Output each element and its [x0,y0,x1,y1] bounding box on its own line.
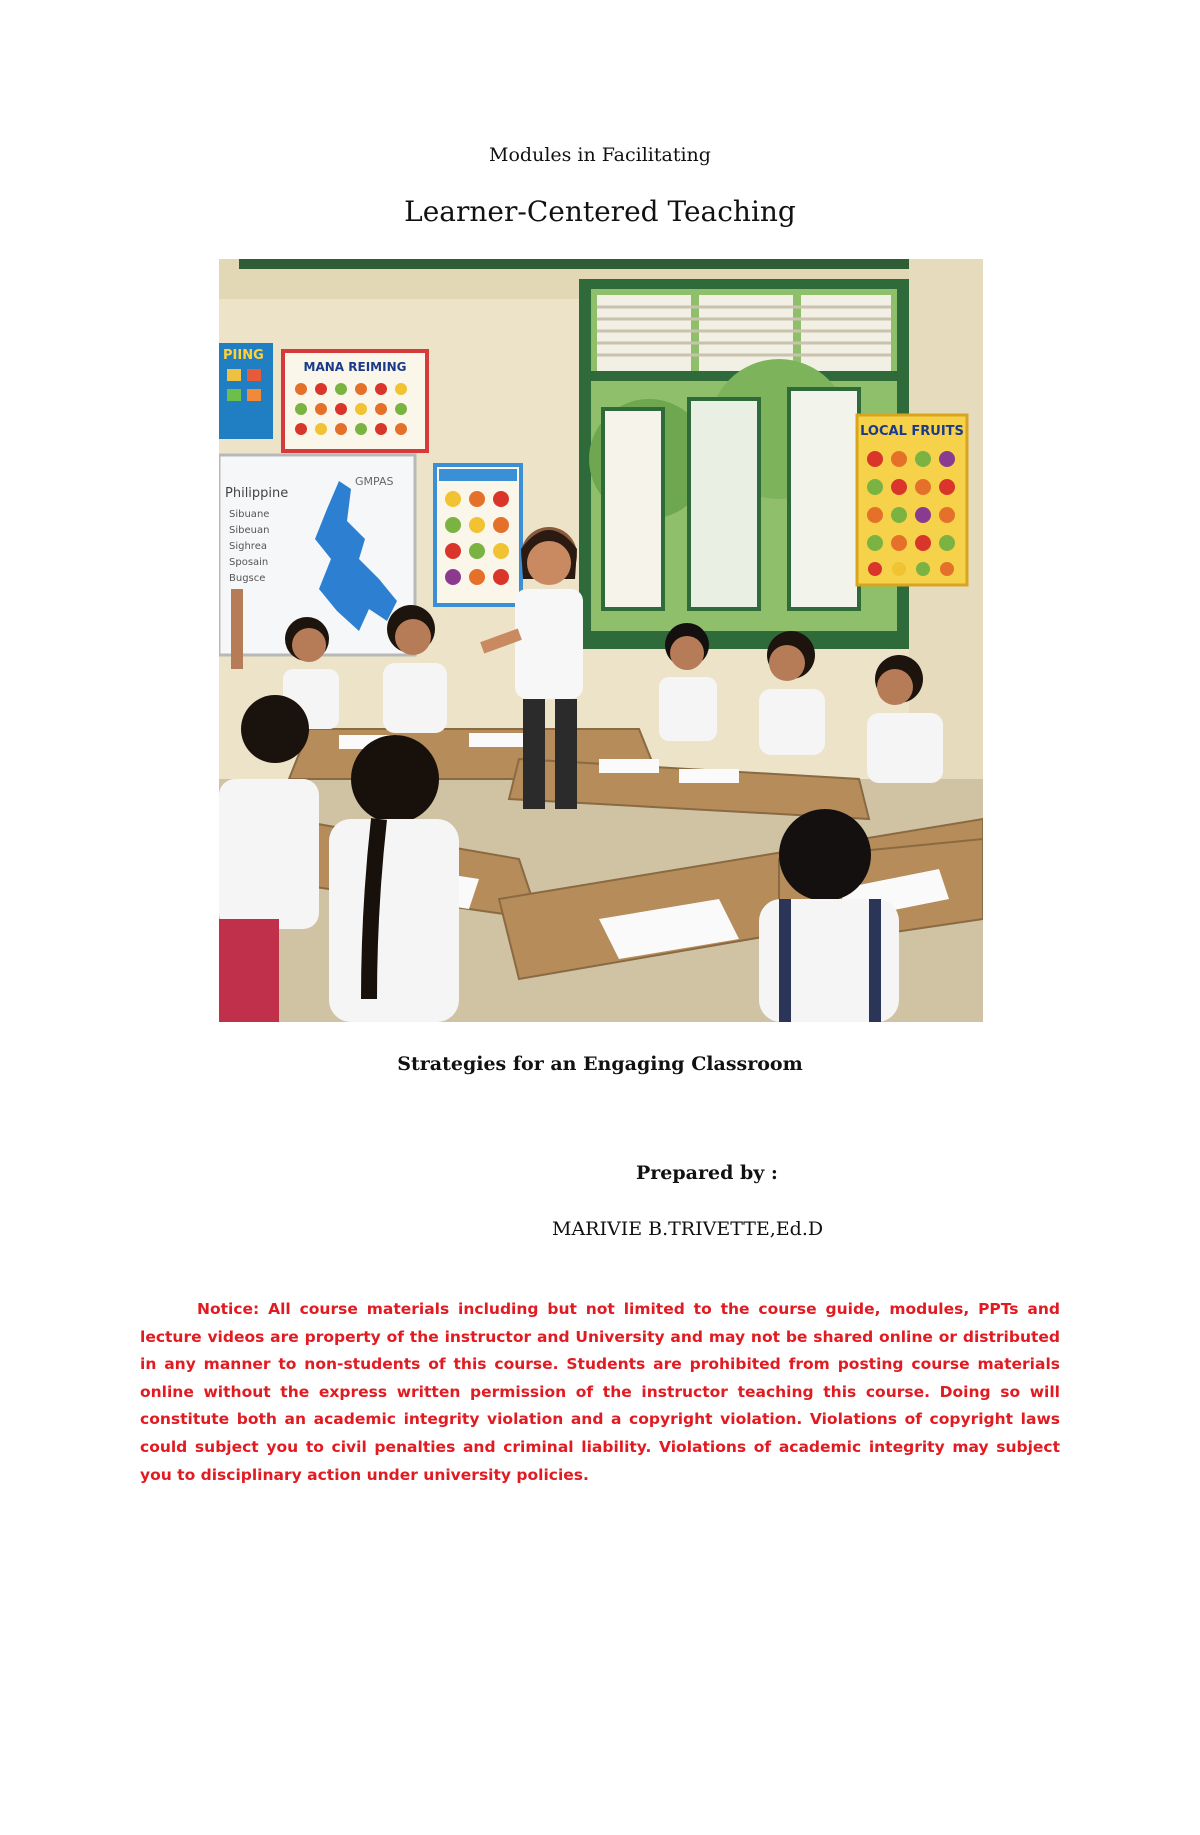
poster-middle [435,465,521,605]
whiteboard-line: Sposain [229,557,269,568]
whiteboard-line: Sibuane [229,509,270,520]
whiteboard-title: Philippine [225,486,289,501]
page-title: Learner-Centered Teaching [404,195,796,228]
poster-top-left-text: PIING [223,348,264,363]
author-name: MARIVIE B.TRIVETTE,Ed.D [552,1218,824,1240]
module-series-title: Modules in Facilitating [489,144,711,166]
classroom-photo [219,259,983,1022]
whiteboard-line: Sibeuan [229,525,270,536]
copyright-notice: Notice: All course materials including but not limited to the course guide, modules, PPTs and lecture videos are property of the instructor and University and may not be shared online or distributed in any manner to non-students of this course. Students are prohibited from posting course materials online without the express written permission of the instructor teaching this course. Doing so will constitute both an academic integrity violation and a copyright violation. Violations of copyright laws could subject you to civil penalties and criminal liability. Violations of academic integrity may subject you to disciplinary action under university policies. [140,1300,1060,1484]
poster-title-text: MANA REIMING [303,360,407,374]
local-fruits-title: LOCAL FRUITS [860,424,964,439]
poster-top-left [219,343,273,439]
whiteboard-line: Sighrea [229,541,267,552]
prepared-by-label: Prepared by : [636,1162,778,1184]
poster-fruits-chart [283,351,427,451]
whiteboard-line: Bugsce [229,573,266,584]
poster-local-fruits [857,415,967,585]
subtitle: Strategies for an Engaging Classroom [397,1053,803,1075]
whiteboard-tag: GMPAS [355,475,394,488]
